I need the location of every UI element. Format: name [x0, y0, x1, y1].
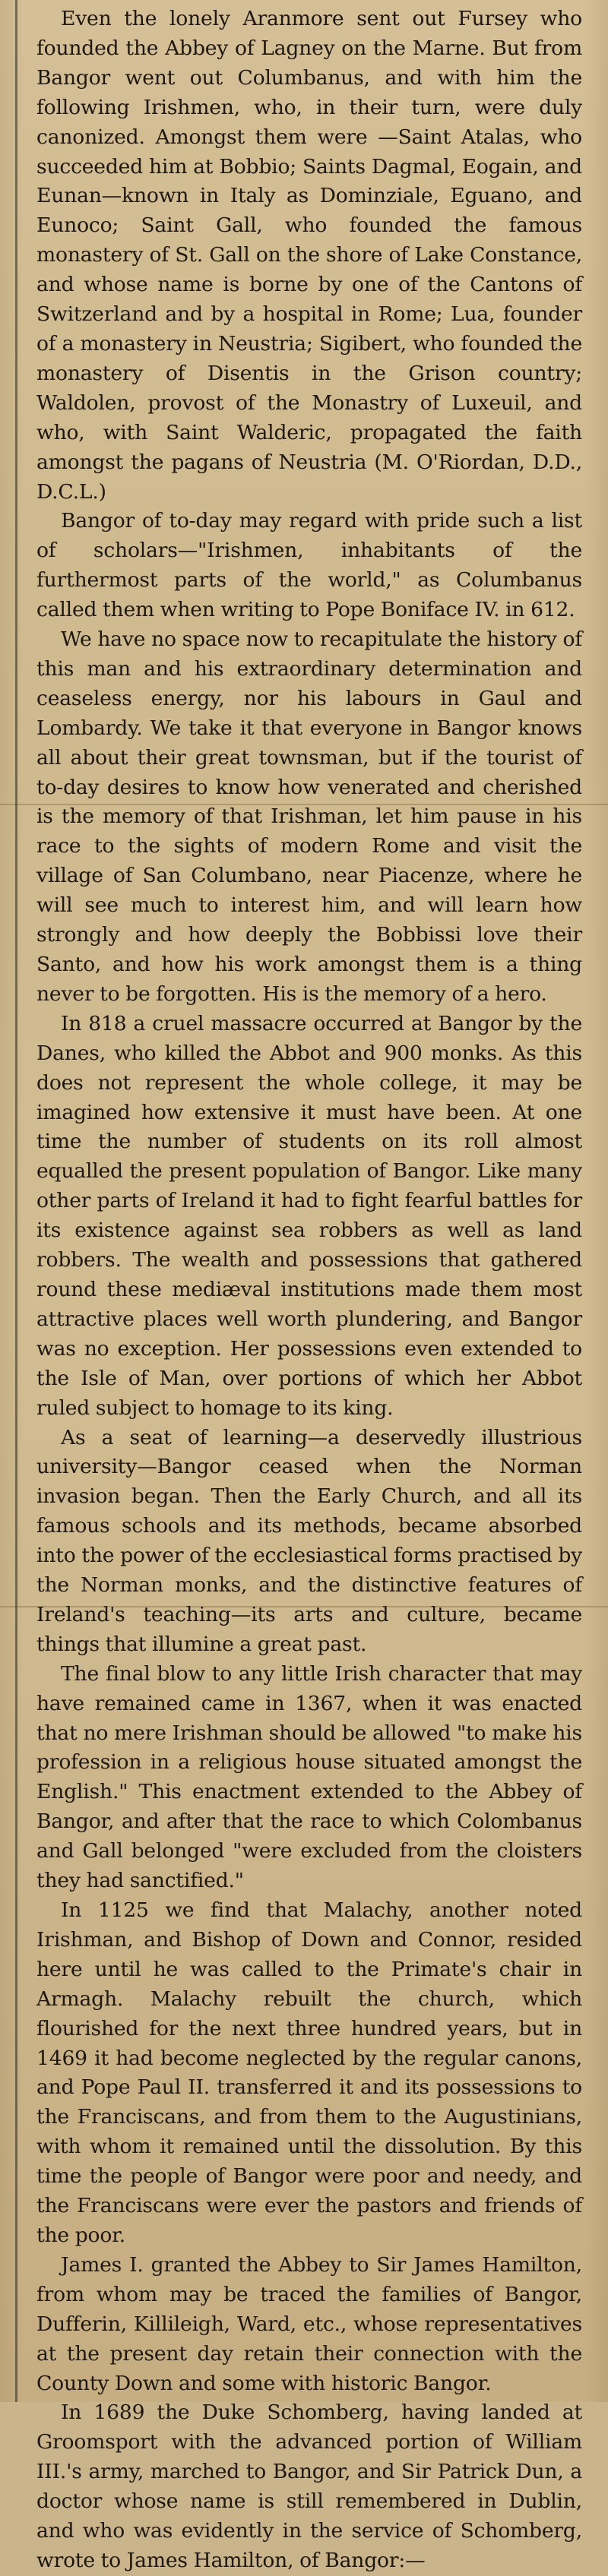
paragraph-james-i-grant: James I. granted the Abbey to Sir James Hamilton, from whom may be traced the families of Bangor, Dufferin, Killileigh, Ward, etc., whose representatives at the present day retain their connection with the County Down and some with historic Bangor.: [36, 2252, 582, 2395]
article-column: [36, 5, 582, 2576]
paper-fold-line: [0, 1606, 608, 1607]
paragraph-list-of-scholars: Bangor of to-day may regard with pride such a list of scholars—"Irishmen, inhabitants of the furthermost parts of the world," as Columbanus called them when writing to Pope Boniface IV. in 612.: [36, 509, 582, 622]
column-rule: [15, 0, 17, 2402]
paragraph-seat-of-learning: As a seat of learning—a deservedly illustrious university—Bangor ceased when the Norman invasion began. Then the Early Church, and all its famous schools and its methods, became absorbed into the power of the ecclesiastical forms practised by the Norman monks, and the distinctive features of Ireland's teaching—its arts and culture, became things that illumine a great past.: [36, 1425, 582, 1656]
paragraph-final-blow-1367: The final blow to any little Irish character that may have remained came in 1367, when it was enacted that no mere Irishman should be allowed "to make his profession in a religious house situated amongst the English." This enactment extended to the Abbey of Bangor, and after that the race to which Colombanus and Gall belonged "were excluded from the cloisters they had sanctified.": [36, 1661, 582, 1893]
paragraph-columbanus-disciples: Even the lonely Aranmore sent out Fursey who founded the Abbey of Lagney on the Marne. But from Bangor went out Columbanus, and with him the following Irishmen, who, in their turn, were duly canonized. Amongst them were —Saint Atalas, who succeeded him at Bobbio; Saints Dagmal, Eogain, and Eunan—known in Italy as Dominziale, Eguano, and Eunoco; Saint Gall, who founded the famous monastery of St. Gall on the shore of Lake Constance, and whose name is borne by one of the Cantons of Switzerland and by a hospital in Rome; Lua, founder of a monastery in Neustria; Sigibert, who founded the monastery of Disentis in the Grison country; Waldolen, provost of the Monastry of Luxeuil, and who, with Saint Walderic, propagated the faith amongst the pagans of Neustria (M. O'Riordan, D.D., D.C.L.): [36, 7, 582, 504]
paragraph-schomberg-1689: In 1689 the Duke Schomberg, having landed at Groomsport with the advanced portion of William III.'s army, marched to Bangor, and Sir Patrick Dun, a doctor whose name is still remembered in Dublin, and who was evidently in the service of Schomberg, wrote to James Hamilton, of Bangor:—: [36, 2401, 582, 2572]
paper-fold-line: [0, 804, 608, 805]
paragraph-malachy: In 1125 we find that Malachy, another noted Irishman, and Bishop of Down and Connor, resided here until he was called to the Primate's chair in Armagh. Malachy rebuilt the church, which flourished for the next three hundred years, but in 1469 it had become neglected by the regular canons, and Pope Paul II. transferred it and its possessions to the Franciscans, and from them to the Augustinians, with whom it remained until the dissolution. By this time the people of Bangor were poor and needy, and the Franciscans were ever the pastors and friends of the poor.: [36, 1898, 582, 2247]
paragraph-danish-massacre: In 818 a cruel massacre occurred at Bangor by the Danes, who killed the Abbot and 900 monks. As this does not represent the whole college, it may be imagined how extensive it must have been. At one time the number of students on its roll almost equalled the present population of Bangor. Like many other parts of Ireland it had to fight fearful battles for its existence against sea robbers as well as land robbers. The wealth and possessions that gathered round these mediæval institutions made them most attractive places well worth plundering, and Bangor was no exception. Her possessions even extended to the Isle of Man, over portions of which her Abbot ruled subject to homage to its king.: [36, 1011, 582, 1420]
paragraph-memory-of-a-hero: We have no space now to recapitulate the history of this man and his extraordinary determination and ceaseless energy, nor his labours in Gaul and Lombardy. We take it that everyone in Bangor knows all about their great townsman, but if the tourist of to-day desires to know how venerated and cherished is the memory of that Irishman, let him pause in his race to the sights of modern Rome and visit the village of San Columbano, near Piacenze, where he will see much to interest him, and will learn how strongly and how deeply the Bobbissi love their Santo, and how his work amongst them is a thing never to be forgotten. His is the memory of a hero.: [36, 627, 582, 1006]
